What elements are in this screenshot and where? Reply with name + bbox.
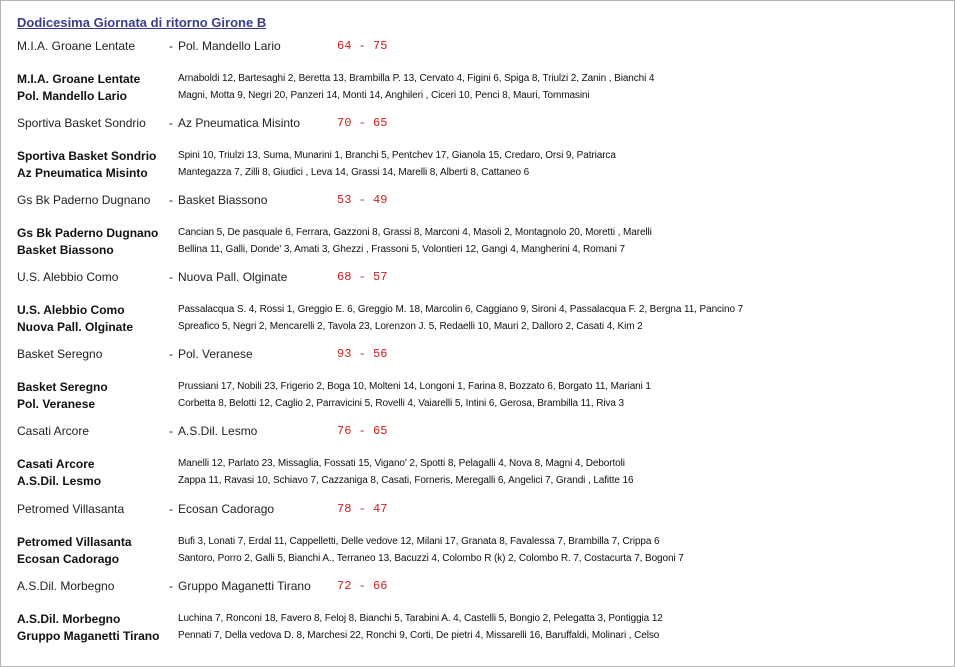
match-block-4	[1, 269, 954, 346]
lineup-players: Magni, Motta 9, Negri 20, Panzeri 14, Monti 14, Anghileri , Ciceri 10, Penci 8, Mauri, Tommasini	[178, 90, 590, 101]
match-score: 93 - 56	[337, 347, 388, 361]
lineup-team-name: Casati Arcore	[17, 457, 95, 471]
lineup-players: Manelli 12, Parlato 23, Missaglia, Fossati 15, Vigano' 2, Spotti 8, Pelagalli 4, Nova 8, Magni 4, Debortoli	[178, 458, 625, 469]
home-team-name: Basket Seregno	[17, 347, 103, 361]
home-team-name: A.S.Dil. Morbegno	[17, 579, 115, 593]
home-lineup-row	[1, 71, 954, 87]
home-team-name: Sportiva Basket Sondrio	[17, 116, 146, 130]
lineup-team-name: U.S. Alebbio Como	[17, 303, 125, 317]
team-separator: -	[169, 424, 173, 438]
team-separator: -	[169, 39, 173, 53]
match-result-row	[1, 501, 954, 517]
away-lineup-row	[1, 551, 954, 567]
home-team-name: M.I.A. Groane Lentate	[17, 39, 136, 53]
lineup-players: Cancian 5, De pasquale 6, Ferrara, Gazzoni 8, Grassi 8, Marconi 4, Masoli 2, Montagnolo 20, Moretti , Marelli	[178, 227, 652, 238]
lineup-players: Spreafico 5, Negri 2, Mencarelli 2, Tavola 23, Lorenzon J. 5, Redaelli 10, Mauri 2, Dalloro 2, Casati 4, Kim 2	[178, 321, 643, 332]
match-score: 53 - 49	[337, 193, 388, 207]
lineup-players: Spini 10, Triulzi 13, Suma, Munarini 1, Branchi 5, Pentchev 17, Gianola 15, Credaro, Orsi 9, Patriarca	[178, 150, 616, 161]
home-team-name: Casati Arcore	[17, 424, 90, 438]
home-lineup-row	[1, 379, 954, 395]
lineup-players: Bellina 11, Galli, Donde' 3, Amati 3, Ghezzi , Frassoni 5, Volontieri 12, Gangi 4, Mangherini 4, Romani 7	[178, 244, 626, 255]
lineup-team-name: Sportiva Basket Sondrio	[17, 149, 157, 163]
page-title: Dodicesima Giornata di ritorno Girone B	[17, 15, 267, 30]
match-score: 76 - 65	[337, 424, 388, 438]
team-separator: -	[169, 347, 173, 361]
home-team-name: Gs Bk Paderno Dugnano	[17, 193, 151, 207]
lineup-players: Pennati 7, Della vedova D. 8, Marchesi 22, Ronchi 9, Corti, De pietri 4, Missarelli 16, Baruffaldi, Molinari , Celso	[178, 630, 660, 641]
home-lineup-row	[1, 225, 954, 241]
match-block-1	[1, 38, 954, 115]
team-separator: -	[169, 116, 173, 130]
match-block-2	[1, 115, 954, 192]
lineup-players: Arnaboldi 12, Bartesaghi 2, Beretta 13, Brambilla P. 13, Cervato 4, Figini 6, Spiga 8, Triulzi 2, Zanin , Bianchi 4	[178, 73, 655, 84]
match-result-row	[1, 269, 954, 285]
home-team-name: Petromed Villasanta	[17, 502, 125, 516]
lineup-team-name: Pol. Mandello Lario	[17, 89, 128, 103]
lineup-team-name: A.S.Dil. Lesmo	[17, 474, 102, 488]
lineup-players: Passalacqua S. 4, Rossi 1, Greggio E. 6, Greggio M. 18, Marcolin 6, Caggiano 9, Sironi 4, Passalacqua F. 2, Bergna 11, Pancino 7	[178, 304, 744, 315]
match-result-row	[1, 346, 954, 362]
lineup-players: Bufi 3, Lonati 7, Erdal 11, Cappelletti, Delle vedove 12, Milani 17, Granata 8, Favalessa 7, Brambilla 7, Crippa 6	[178, 536, 660, 547]
match-score: 70 - 65	[337, 116, 388, 130]
lineup-team-name: Ecosan Cadorago	[17, 552, 120, 566]
match-score: 72 - 66	[337, 579, 388, 593]
away-team-name: Pol. Veranese	[178, 347, 253, 361]
away-lineup-row	[1, 628, 954, 644]
lineup-team-name: M.I.A. Groane Lentate	[17, 72, 141, 86]
home-lineup-row	[1, 534, 954, 550]
lineup-players: Luchina 7, Ronconi 18, Favero 8, Feloj 8, Bianchi 5, Tarabini A. 4, Castelli 5, Bongio 2, Pelegatta 3, Pontiggia 12	[178, 613, 663, 624]
lineup-team-name: Basket Seregno	[17, 380, 108, 394]
match-score: 78 - 47	[337, 502, 388, 516]
lineup-players: Corbetta 8, Belotti 12, Caglio 2, Parravicini 5, Rovelli 4, Vaiarelli 5, Intini 6, Gerosa, Brambilla 11, Riva 3	[178, 398, 624, 409]
lineup-team-name: Pol. Veranese	[17, 397, 96, 411]
away-team-name: Basket Biassono	[178, 193, 268, 207]
home-lineup-row	[1, 456, 954, 472]
team-separator: -	[169, 270, 173, 284]
home-lineup-row	[1, 611, 954, 627]
team-separator: -	[169, 579, 173, 593]
away-lineup-row	[1, 165, 954, 181]
away-team-name: A.S.Dil. Lesmo	[178, 424, 258, 438]
lineup-players: Mantegazza 7, Zilli 8, Giudici , Leva 14, Grassi 14, Marelli 8, Alberti 8, Cattaneo 6	[178, 167, 530, 178]
match-block-8	[1, 578, 954, 655]
team-separator: -	[169, 502, 173, 516]
away-lineup-row	[1, 319, 954, 335]
match-block-5	[1, 346, 954, 423]
home-lineup-row	[1, 302, 954, 318]
team-separator: -	[169, 193, 173, 207]
match-block-7	[1, 501, 954, 578]
away-lineup-row	[1, 242, 954, 258]
home-lineup-row	[1, 148, 954, 164]
match-result-row	[1, 192, 954, 208]
away-lineup-row	[1, 473, 954, 489]
lineup-team-name: A.S.Dil. Morbegno	[17, 612, 121, 626]
away-team-name: Nuova Pall. Olginate	[178, 270, 288, 284]
away-lineup-row	[1, 88, 954, 104]
match-result-row	[1, 578, 954, 594]
lineup-players: Santoro, Porro 2, Galli 5, Bianchi A., Terraneo 13, Bacuzzi 4, Colombo R (k) 2, Colombo R. 7, Costacurta 7, Bogoni 7	[178, 553, 684, 564]
match-score: 68 - 57	[337, 270, 388, 284]
lineup-players: Prussiani 17, Nobili 23, Frigerio 2, Boga 10, Molteni 14, Longoni 1, Farina 8, Bozzato 6, Borgato 11, Mariani 1	[178, 381, 651, 392]
lineup-players: Zappa 11, Ravasi 10, Schiavo 7, Cazzaniga 8, Casati, Forneris, Meregalli 6, Angelici 7, Grandi , Lafitte 16	[178, 475, 634, 486]
away-team-name: Gruppo Maganetti Tirano	[178, 579, 311, 593]
lineup-team-name: Gruppo Maganetti Tirano	[17, 629, 160, 643]
lineup-team-name: Gs Bk Paderno Dugnano	[17, 226, 159, 240]
match-block-6	[1, 423, 954, 500]
match-block-3	[1, 192, 954, 269]
away-team-name: Pol. Mandello Lario	[178, 39, 281, 53]
match-result-row	[1, 38, 954, 54]
away-team-name: Ecosan Cadorago	[178, 502, 275, 516]
lineup-team-name: Petromed Villasanta	[17, 535, 132, 549]
lineup-team-name: Basket Biassono	[17, 243, 114, 257]
match-result-row	[1, 115, 954, 131]
lineup-team-name: Nuova Pall. Olginate	[17, 320, 134, 334]
match-score: 64 - 75	[337, 39, 388, 53]
lineup-team-name: Az Pneumatica Misinto	[17, 166, 148, 180]
match-result-row	[1, 423, 954, 439]
away-lineup-row	[1, 396, 954, 412]
home-team-name: U.S. Alebbio Como	[17, 270, 119, 284]
away-team-name: Az Pneumatica Misinto	[178, 116, 301, 130]
